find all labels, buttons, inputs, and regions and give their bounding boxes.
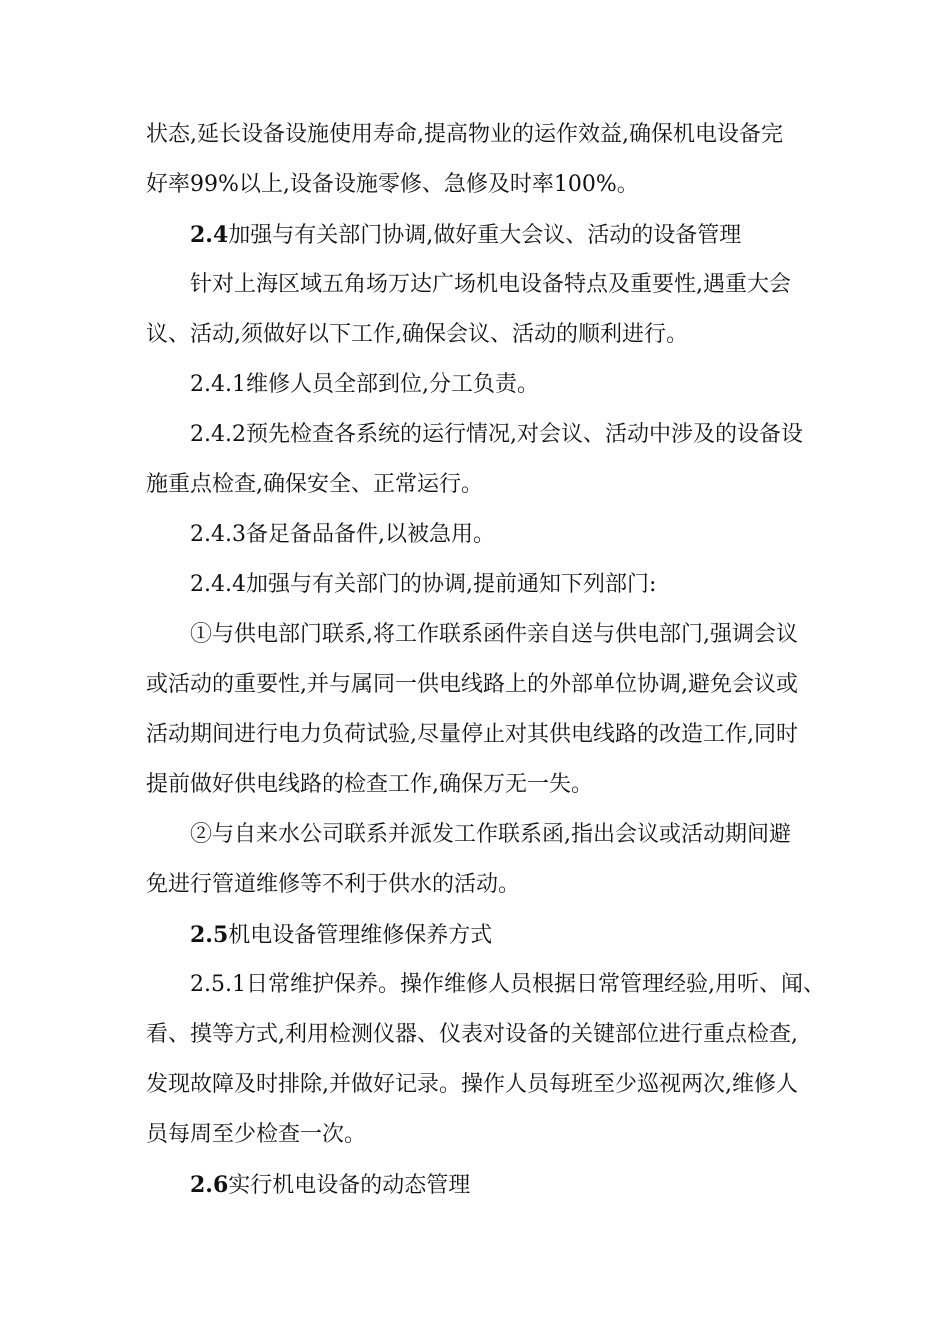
- text-line: 员每周至少检查一次。: [146, 1122, 367, 1147]
- paragraph-intro: [146, 260, 806, 360]
- text-line: 活动期间进行电力负荷试验,尽量停止对其供电线路的改造工作,同时: [146, 722, 798, 747]
- section-number: 2.6: [190, 1172, 229, 1198]
- section-heading-2-6: [146, 1160, 806, 1210]
- paragraph-2-4-4: [146, 560, 806, 610]
- section-heading-2-5: [146, 910, 806, 960]
- text-line: ②与自来水公司联系并派发工作联系函,指出会议或活动期间避: [190, 822, 791, 847]
- list-item-power: [146, 610, 806, 810]
- paragraph-2-4-2: [146, 410, 806, 510]
- section-number: 2.4: [190, 222, 229, 248]
- paragraph-2-4-1: [146, 360, 806, 410]
- text-line: 2.5.1日常维护保养。操作维修人员根据日常管理经验,用听、闻、: [190, 972, 825, 997]
- text-line: 2.4.2预先检查各系统的运行情况,对会议、活动中涉及的设备设: [190, 422, 803, 447]
- list-item-water: [146, 810, 806, 910]
- text-line: 看、摸等方式,利用检测仪器、仪表对设备的关键部位进行重点检查,: [146, 1022, 798, 1047]
- paragraph-2-5-1: [146, 960, 825, 1160]
- text-line: 2.4.4加强与有关部门的协调,提前通知下列部门:: [190, 572, 657, 597]
- section-title: 机电设备管理维修保养方式: [228, 923, 493, 948]
- text-line: 施重点检查,确保安全、正常运行。: [146, 472, 483, 497]
- text-line: 2.4.1维修人员全部到位,分工负责。: [190, 372, 539, 397]
- text-line: 提前做好供电线路的检查工作,确保万无一失。: [146, 772, 593, 797]
- text-line: ①与供电部门联系,将工作联系函件亲自送与供电部门,强调会议: [190, 622, 798, 647]
- section-heading-2-4: [146, 210, 806, 260]
- section-title: 加强与有关部门协调,做好重大会议、活动的设备管理: [228, 223, 742, 248]
- text-line: 免进行管道维修等不利于供水的活动。: [146, 872, 521, 897]
- paragraph-continuation: [146, 110, 806, 210]
- text-line: 发现故障及时排除,并做好记录。操作人员每班至少巡视两次,维修人: [146, 1072, 798, 1097]
- text-line: 状态,延长设备设施使用寿命,提高物业的运作效益,确保机电设备完: [146, 122, 783, 147]
- text-line: 2.4.3备足备品备件,以被急用。: [190, 522, 495, 547]
- text-line: 针对上海区域五角场万达广场机电设备特点及重要性,遇重大会: [190, 272, 791, 297]
- paragraph-2-4-3: [146, 510, 806, 560]
- text-line: 或活动的重要性,并与属同一供电线路上的外部单位协调,避免会议或: [146, 672, 798, 697]
- text-line: 好率99%以上,设备设施零修、急修及时率100%。: [146, 172, 639, 197]
- text-line: 议、活动,须做好以下工作,确保会议、活动的顺利进行。: [146, 322, 688, 347]
- section-title: 实行机电设备的动态管理: [228, 1173, 471, 1198]
- section-number: 2.5: [190, 922, 229, 948]
